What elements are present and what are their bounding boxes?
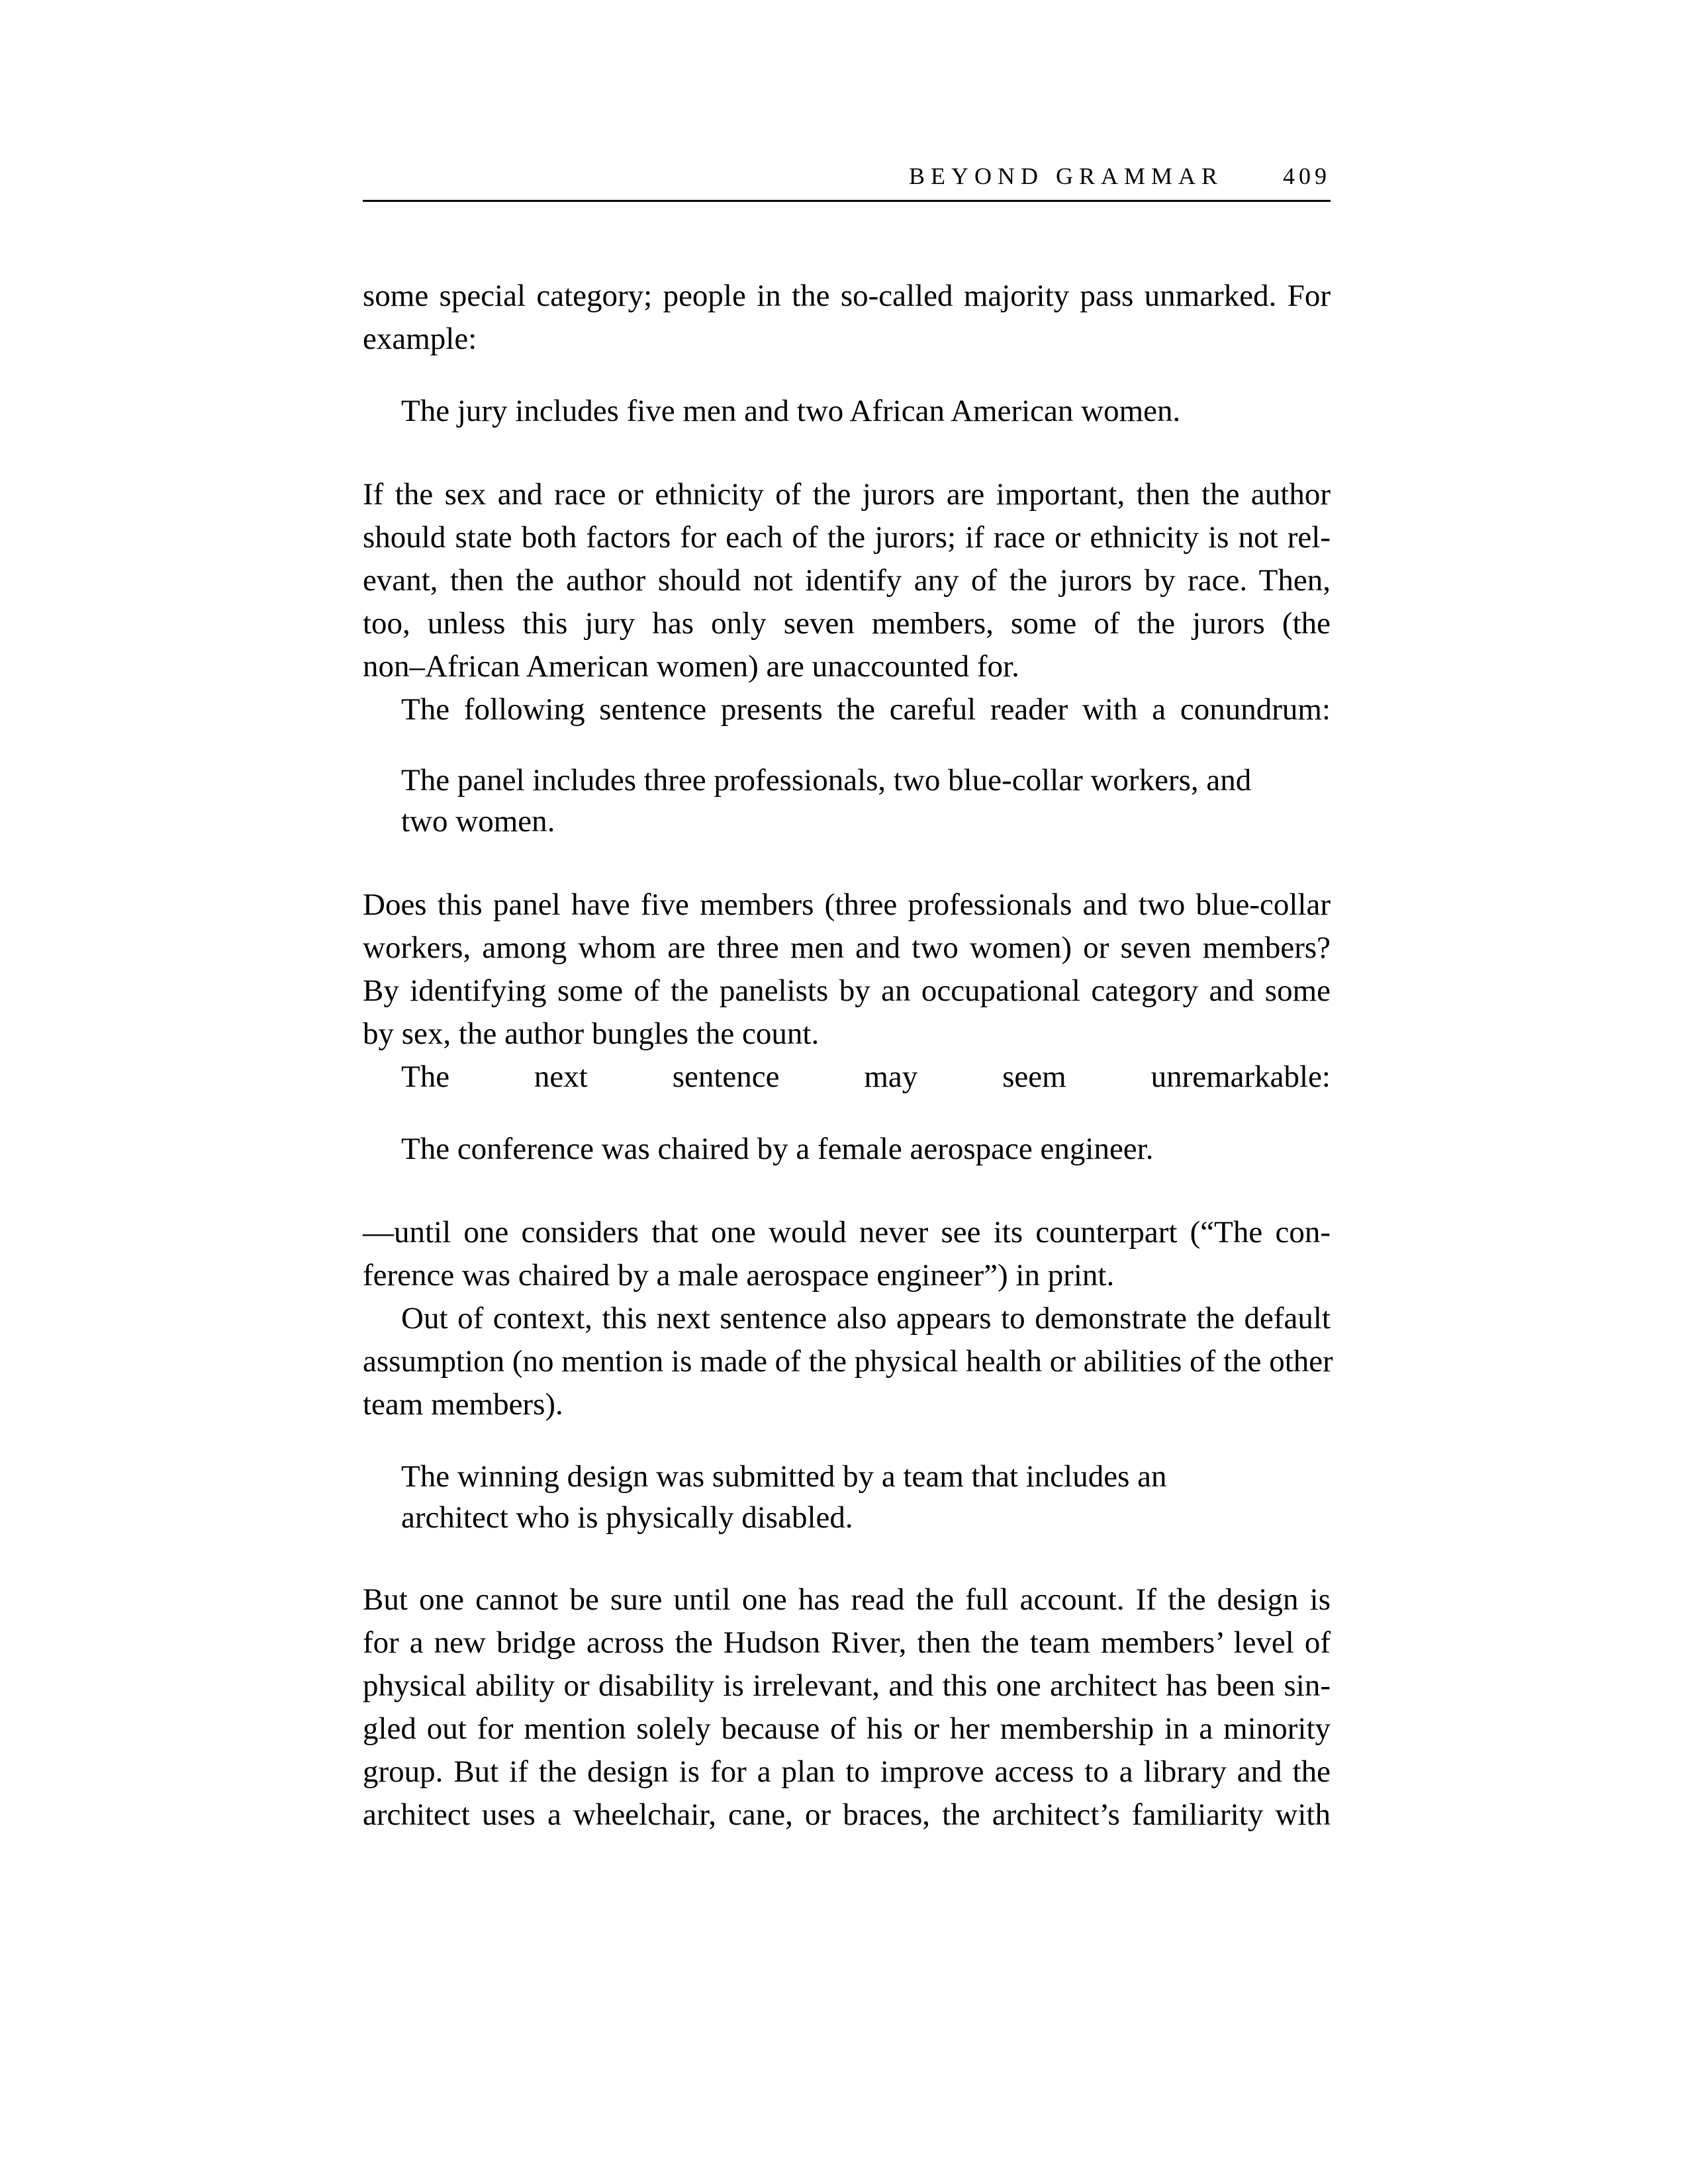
text-line: Out of context, this next sentence also appears to demonstrate the default — [401, 1301, 1331, 1336]
text-line: group. But if the design is for a plan to improve access to a library and the — [363, 1754, 1331, 1789]
text-line: The conference was chaired by a female aerospace engineer. — [401, 1132, 1154, 1166]
block-quote — [401, 1128, 1331, 1169]
paragraph — [363, 1578, 1331, 1837]
text-line: two women. — [401, 804, 555, 839]
text-line: If the sex and race or ethnicity of the jurors are important, then the author — [363, 477, 1331, 512]
text-line: physical ability or disability is irrelevant, and this one architect has been sin- — [363, 1668, 1331, 1703]
running-head — [363, 158, 1331, 195]
text-line: architect who is physically disabled. — [401, 1500, 853, 1535]
text-line: non–African American women) are unaccounted for. — [363, 649, 1019, 684]
header-rule — [363, 200, 1331, 202]
paragraph — [363, 1056, 1331, 1099]
running-head-title: BEYOND GRAMMAR — [908, 163, 1223, 189]
block-quote — [401, 1456, 1331, 1538]
text-line: The winning design was submitted by a team that includes an — [401, 1459, 1167, 1494]
text-line: —until one considers that one would never see its counterpart (“The con- — [363, 1215, 1331, 1250]
paragraph — [363, 275, 1331, 361]
paragraph — [363, 1211, 1331, 1297]
text-line: The panel includes three professionals, two blue-collar workers, and — [401, 763, 1252, 797]
text-line: should state both factors for each of the jurors; if race or ethnicity is not rel- — [363, 520, 1331, 555]
text-line: workers, among whom are three men and two women) or seven members? — [363, 931, 1331, 965]
paragraph — [363, 473, 1331, 688]
text-line: The jury includes five men and two African American women. — [401, 394, 1181, 428]
block-quote — [401, 760, 1331, 842]
paragraph — [363, 1297, 1331, 1426]
text-line: architect uses a wheelchair, cane, or braces, the architect’s familiarity with — [363, 1797, 1331, 1832]
block-quote — [401, 390, 1331, 432]
text-line: some special category; people in the so-called majority pass unmarked. For — [363, 279, 1331, 313]
text-line: ference was chaired by a male aerospace engineer”) in print. — [363, 1258, 1115, 1293]
text-line: for a new bridge across the Hudson River, then the team members’ level of — [363, 1625, 1331, 1660]
text-line: gled out for mention solely because of his or her membership in a minority — [363, 1711, 1331, 1746]
text-line: But one cannot be sure until one has read the full account. If the design is — [363, 1582, 1331, 1617]
text-line: evant, then the author should not identify any of the jurors by race. Then, — [363, 563, 1331, 598]
paragraph — [363, 688, 1331, 731]
text-line: example: — [363, 322, 477, 356]
text-line: by sex, the author bungles the count. — [363, 1017, 820, 1051]
text-line: team members). — [363, 1387, 563, 1422]
text-line: too, unless this jury has only seven members, some of the jurors (the — [363, 606, 1331, 641]
text-line: Does this panel have five members (three professionals and two blue-collar — [363, 887, 1331, 922]
text-line: The following sentence presents the careful reader with a conundrum: — [401, 692, 1331, 727]
text-line: assumption (no mention is made of the physical health or abilities of the other — [363, 1344, 1333, 1379]
page-number: 409 — [1283, 163, 1331, 189]
text-line: By identifying some of the panelists by an occupational category and some — [363, 974, 1331, 1008]
paragraph — [363, 884, 1331, 1056]
text-line: The next sentence may seem unremarkable: — [401, 1060, 1331, 1094]
